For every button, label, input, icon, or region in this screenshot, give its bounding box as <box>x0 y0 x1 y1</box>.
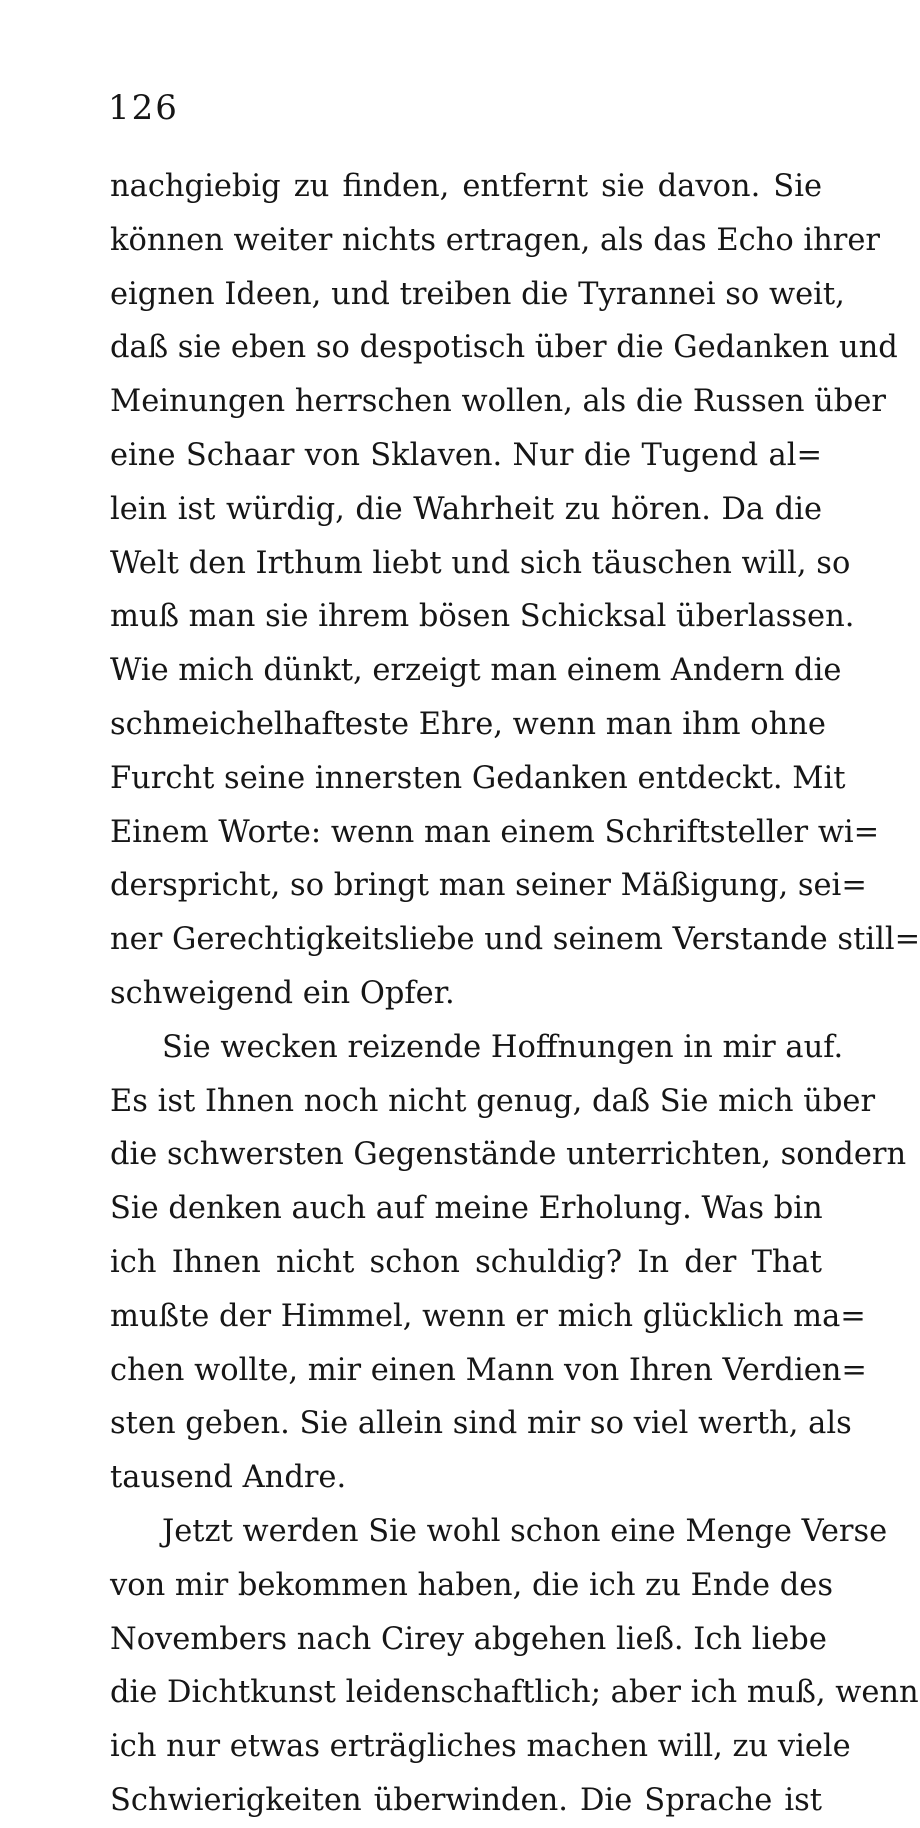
text-line: die Dichtkunst leidenschaftlich; aber ich muß, wenn <box>110 1675 919 1711</box>
text-line: ich nur etwas erträgliches machen will, zu viele <box>110 1729 851 1765</box>
text-line: Schwierigkeiten überwinden. Die Sprache ist <box>110 1782 822 1818</box>
text-line: Jetzt werden Sie wohl schon eine Menge Verse <box>162 1513 888 1549</box>
text-line: die schwersten Gegenstände unterrichten, sondern <box>110 1137 907 1173</box>
text-line: chen wollte, mir einen Mann von Ihren Verdien= <box>110 1352 867 1388</box>
text-line: Wie mich dünkt, erzeigt man einem Andern die <box>110 653 842 689</box>
text-line: Sie wecken reizende Hoffnungen in mir auf. <box>162 1029 844 1065</box>
text-line: Welt den Irthum liebt und sich täuschen will, so <box>110 545 851 581</box>
text-line: Sie denken auch auf meine Erholung. Was bin <box>110 1191 823 1227</box>
text-line: derspricht, so bringt man seiner Mäßigung, sei= <box>110 868 867 904</box>
text-line: eignen Ideen, und treiben die Tyrannei so weit, <box>110 276 845 312</box>
text-line: schweigend ein Opfer. <box>110 975 455 1011</box>
page-number: 126 <box>108 88 179 128</box>
text-line: daß sie eben so despotisch über die Gedanken und <box>110 330 898 366</box>
text-line: Es ist Ihnen noch nicht genug, daß Sie mich über <box>110 1083 876 1119</box>
text-line: lein ist würdig, die Wahrheit zu hören. Da die <box>110 491 822 527</box>
text-line: sten geben. Sie allein sind mir so viel werth, als <box>110 1406 852 1442</box>
text-line: mußte der Himmel, wenn er mich glücklich ma= <box>110 1298 866 1334</box>
text-line: können weiter nichts ertragen, als das Echo ihrer <box>110 222 880 258</box>
text-line: tausend Andre. <box>110 1460 347 1496</box>
text-line: schmeichelhafteste Ehre, wenn man ihm ohne <box>110 706 826 742</box>
text-line: Einem Worte: wenn man einem Schriftsteller wi= <box>110 814 880 850</box>
text-line: ner Gerechtigkeitsliebe und seinem Verstande still= <box>110 922 920 958</box>
text-line: Novembers nach Cirey abgehen ließ. Ich liebe <box>110 1621 827 1657</box>
text-line: Meinungen herrschen wollen, als die Russen über <box>110 384 886 420</box>
text-line: Furcht seine innersten Gedanken entdeckt. Mit <box>110 760 846 796</box>
body-text <box>110 160 920 1828</box>
text-line: eine Schaar von Sklaven. Nur die Tugend al= <box>110 437 822 473</box>
text-line: von mir bekommen haben, die ich zu Ende des <box>110 1567 833 1603</box>
text-line: muß man sie ihrem bösen Schicksal überlassen. <box>110 599 855 635</box>
text-line: nachgiebig zu finden, entfernt sie davon. Sie <box>110 169 822 204</box>
text-line: ich Ihnen nicht schon schuldig? In der That <box>110 1244 822 1280</box>
